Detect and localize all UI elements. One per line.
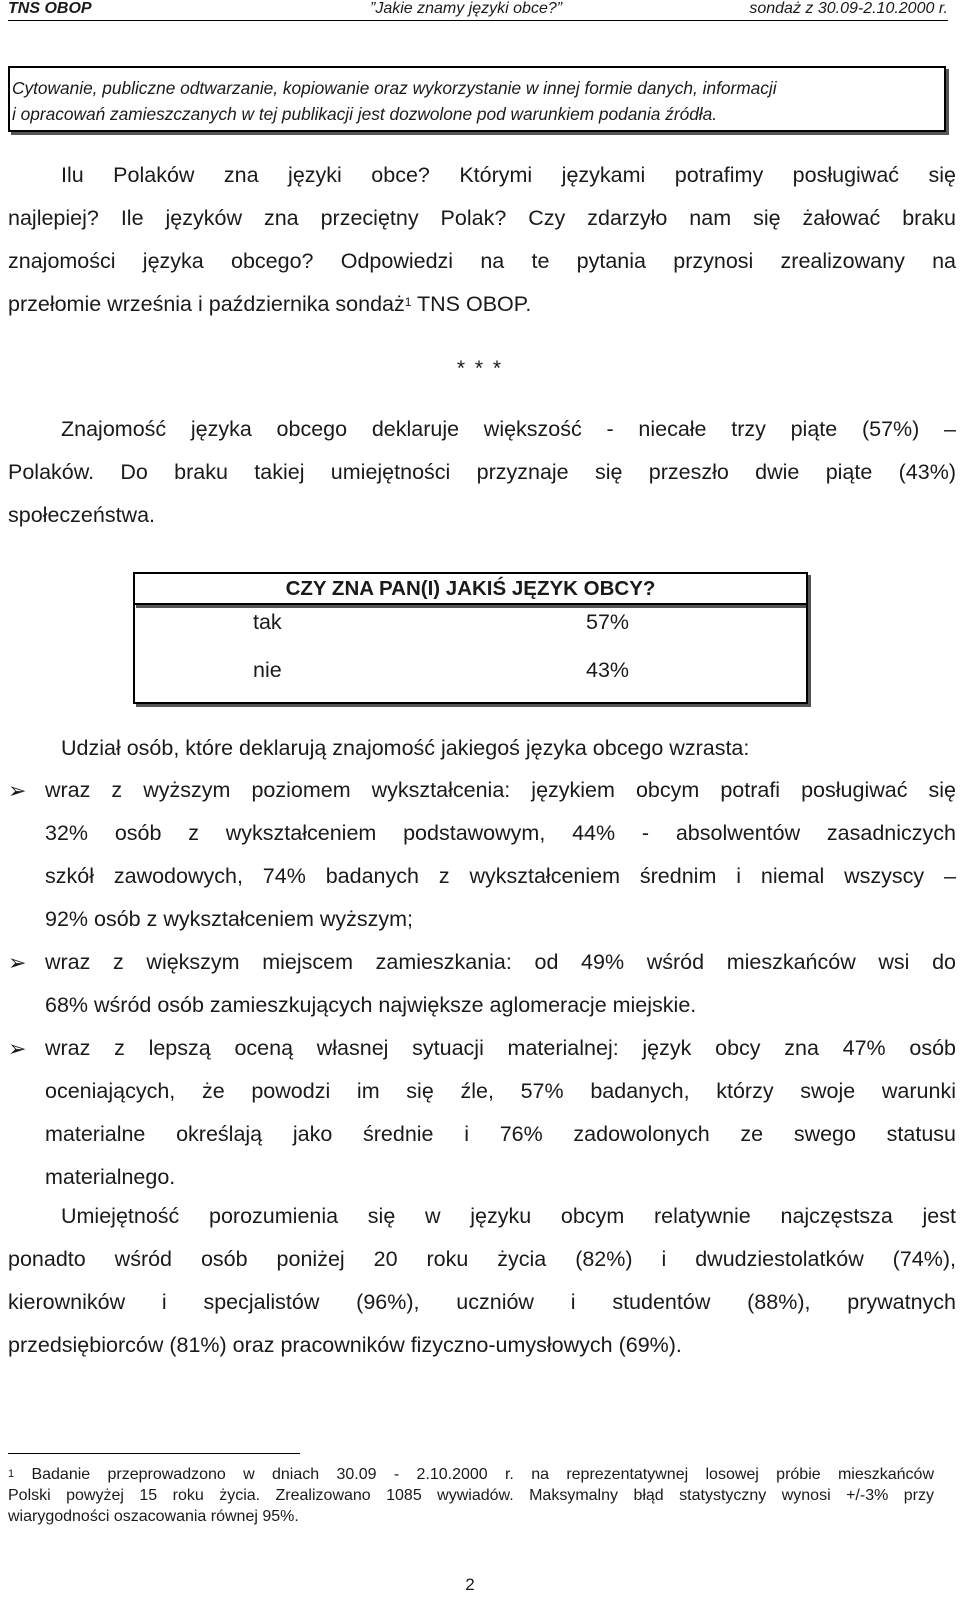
bullet-line: wraz z większym miejscem zamieszkania: od 49% wśród mieszkańców wsi do [45,950,956,974]
communication-paragraph [8,1195,956,1367]
growth-intro [8,727,956,770]
bullet-line: wraz z lepszą oceną własnej sytuacji materialnej: język obcy zna 47% osób [45,1036,956,1060]
intro-line [8,283,956,326]
bullet-line: 92% osób z wykształceniem wyższym; [45,907,413,931]
communication-line: Umiejętność porozumienia się w języku obcym relatywnie najczęstsza jest [61,1204,956,1228]
arrow-bullet-icon: ➢ [8,778,27,803]
intro-line: Ilu Polaków zna języki obce? Którymi językami potrafimy posługiwać się [61,163,956,187]
footnote-line [8,1464,934,1485]
results-table [133,604,808,704]
bullet-line: szkół zawodowych, 74% badanych z wykształceniem średnim i niemal wszyscy – [45,864,956,888]
communication-line: ponadto wśród osób poniżej 20 roku życia (82%) i dwudziestolatków (74%), [8,1247,956,1271]
header-org: TNS OBOP [8,0,92,17]
notice-line: Cytowanie, publiczne odtwarzanie, kopiowanie oraz wykorzystanie w innej formie danych, informacji [12,78,777,98]
footnote [8,1464,934,1527]
knowledge-line: społeczeństwa. [8,503,155,527]
knowledge-line: Znajomość języka obcego deklaruje większość - niecałe trzy piąte (57%) – [61,417,956,441]
page-header [8,0,948,21]
notice-line: i opracowań zamieszczanych w tej publikacji jest dozwolone pod warunkiem podania źródła. [12,104,718,124]
footnote-line: Polski powyżej 15 roku życia. Zrealizowano 1085 wywiadów. Maksymalny błąd statystyczny wynosi +/-3% przy [8,1487,934,1504]
growth-intro-line: Udział osób, które deklarują znajomość jakiegoś języka obcego wzrasta: [61,736,750,760]
bullet-line: 68% wśród osób zamieszkujących największe aglomeracje miejskie. [45,993,697,1017]
footnote-line-text: Badanie przeprowadzono w dniach 30.09 - 2.10.2000 r. na reprezentatywnej losowej próbie mieszkańców [14,1466,934,1483]
copyright-notice [8,66,946,132]
footnote-line: wiarygodności oszacowania równej 95%. [8,1508,299,1525]
bullet-line: wraz z wyższym poziomem wykształcenia: językiem obcym potrafi posługiwać się [45,778,956,802]
row-value: 57% [586,610,630,634]
knowledge-line: Polaków. Do braku takiej umiejętności przyznaje się przeszło dwie piąte (43%) [8,460,956,484]
list-item [8,941,956,1027]
footnote-divider [8,1453,300,1454]
arrow-bullet-icon: ➢ [8,1036,27,1061]
section-separator: * * * [456,357,504,380]
communication-line: przedsiębiorców (81%) oraz pracowników fizyczno-umysłowych (69%). [8,1333,682,1357]
bullet-line: oceniających, że powodzi im się źle, 57% badanych, którzy swoje warunki [45,1079,956,1103]
bullet-line: materialne określają jako średnie i 76% zadowolonych ze swego statusu [45,1122,956,1146]
row-value: 43% [586,658,630,682]
bullet-line: 32% osób z wykształceniem podstawowym, 44% - absolwentów zasadniczych [45,821,956,845]
intro-paragraph [8,154,956,326]
intro-line-text: przełomie września i października sondaż [8,292,405,316]
bullet-line: materialnego. [45,1165,176,1189]
header-date: sondaż z 30.09-2.10.2000 r. [749,0,948,17]
intro-line-tail: TNS OBOP. [411,292,532,316]
list-item [8,1027,956,1199]
header-title: ”Jakie znamy języki obce?” [370,0,563,17]
intro-line: najlepiej? Ile języków zna przeciętny Polak? Czy zdarzyło nam się żałować braku [8,206,956,230]
row-label: nie [253,658,282,682]
growth-factors-list [8,769,956,1199]
page-number: 2 [465,1575,475,1594]
knowledge-paragraph [8,408,956,537]
footnote-number: 1 [8,1468,15,1480]
intro-line: znajomości języka obcego? Odpowiedzi na te pytania przynosi zrealizowany na [8,249,956,273]
table-title: CZY ZNA PAN(I) JAKIŚ JĘZYK OBCY? [133,572,808,605]
footnote-ref[interactable]: 1 [404,295,412,309]
communication-line: kierowników i specjalistów (96%), uczniów i studentów (88%), prywatnych [8,1290,956,1314]
row-label: tak [253,610,282,634]
arrow-bullet-icon: ➢ [8,950,27,975]
list-item [8,769,956,941]
